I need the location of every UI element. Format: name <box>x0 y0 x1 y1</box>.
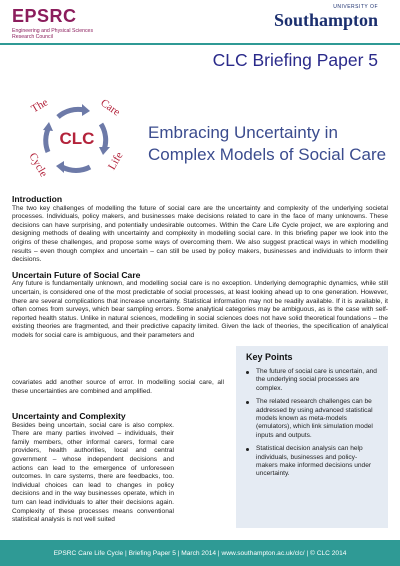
clc-center-label: CLC <box>59 129 95 148</box>
logo-word-life: Life <box>105 150 126 172</box>
cycle-arrows-icon <box>22 94 132 184</box>
university-of-label: UNIVERSITY OF <box>333 4 378 10</box>
logo-word-cycle: Cycle <box>26 150 50 180</box>
key-points-list <box>246 368 378 479</box>
epsrc-logo: EPSRC <box>12 6 77 26</box>
uncertain-text: Any future is fundamentally unknown, and modelling social care is no exception. Underlying demographic dynamics, while still uncertain, is considered one of the most predictable of social processes, at least looking ahead up to one generation. However, there are several complications that increase uncertainty. Statistical information may not be readily available. If it is available, it often comes from surveys, which bear sampling errors. Some analytical categories may be ambiguous, as is the case with self-reported health status. Unlike in natural sciences, modelling in social sciences does not have solid theoretical foundations – the existing theories are fragmented, and their predictive capacity limited. Given the lack of theories, the specification of analytical models for social care is ambiguous, and their parameters and <box>12 280 388 339</box>
header-divider <box>0 43 400 45</box>
epsrc-subtitle: Engineering and Physical Sciences Research Council <box>12 28 94 40</box>
complexity-section <box>12 412 174 531</box>
key-point: Statistical decision analysis can help individuals, businesses and policy-makers make informed decisions under uncertainty. <box>246 445 378 479</box>
intro-text: The two key challenges of modelling the future of social care are the uncertainty and complexity of the underlying societal processes. Individuals, policy makers, and businesses make decisions related to care in the face of many unknowns. These decisions can have surprising, and potentially undesirable outcomes. Within the Care Life Cycle project, we are exploring and designing methods of dealing with uncertainty and complexity in modelling social care. In this briefing paper we look into the origins of these challenges, and propose some ways of overcoming them. We also suggest practical ways in which modelling results – even though complex and uncertain – can still be used by policy makers, businesses and individuals to inform their decisions. <box>12 204 388 264</box>
uncertain-tail: covariates add another source of error. In modelling social care, all these uncertainties are combined and amplified. <box>12 379 224 395</box>
body-top <box>12 195 388 347</box>
clc-cycle-logo <box>22 94 132 184</box>
intro-heading: Introduction <box>12 194 63 204</box>
headline: Embracing Uncertainty in Complex Models of Social Care <box>148 123 387 164</box>
logo-word-care: Care <box>98 96 123 119</box>
complexity-heading: Uncertainty and Complexity <box>12 411 126 421</box>
key-points-box <box>236 346 388 528</box>
key-point: The related research challenges can be addressed by using advanced statistical models known as meta-models (emulators), which link simulation model inputs and outputs. <box>246 398 378 440</box>
logo-word-the: The <box>29 96 51 116</box>
key-points-title: Key Points <box>246 352 293 362</box>
paper-title: CLC Briefing Paper 5 <box>212 50 378 70</box>
header <box>0 0 400 88</box>
uncertain-heading: Uncertain Future of Social Care <box>12 269 141 280</box>
key-point: The future of social care is uncertain, and the underlying social processes are complex. <box>246 368 378 393</box>
footer: EPSRC Care Life Cycle | Briefing Paper 5 | March 2014 | www.southampton.ac.uk/clc/ | © CLC 2014 <box>0 540 400 566</box>
complexity-text: Besides being uncertain, social care is also complex. There are many parties involved – individuals, their family members, other informal carers, formal care providers, health authorities, local and central government – whose independent decisions and actions can lead to the emergence of unforeseen outcomes. In care systems, there are feedbacks, too. Individual choices can lead to changes in policy decisions and in the way businesses operate, which in turn can lead individuals to alter their decisions again. Complexity of these processes means conventional statistical analysis is not well suited <box>12 421 174 524</box>
southampton-logo: Southampton <box>273 10 378 30</box>
